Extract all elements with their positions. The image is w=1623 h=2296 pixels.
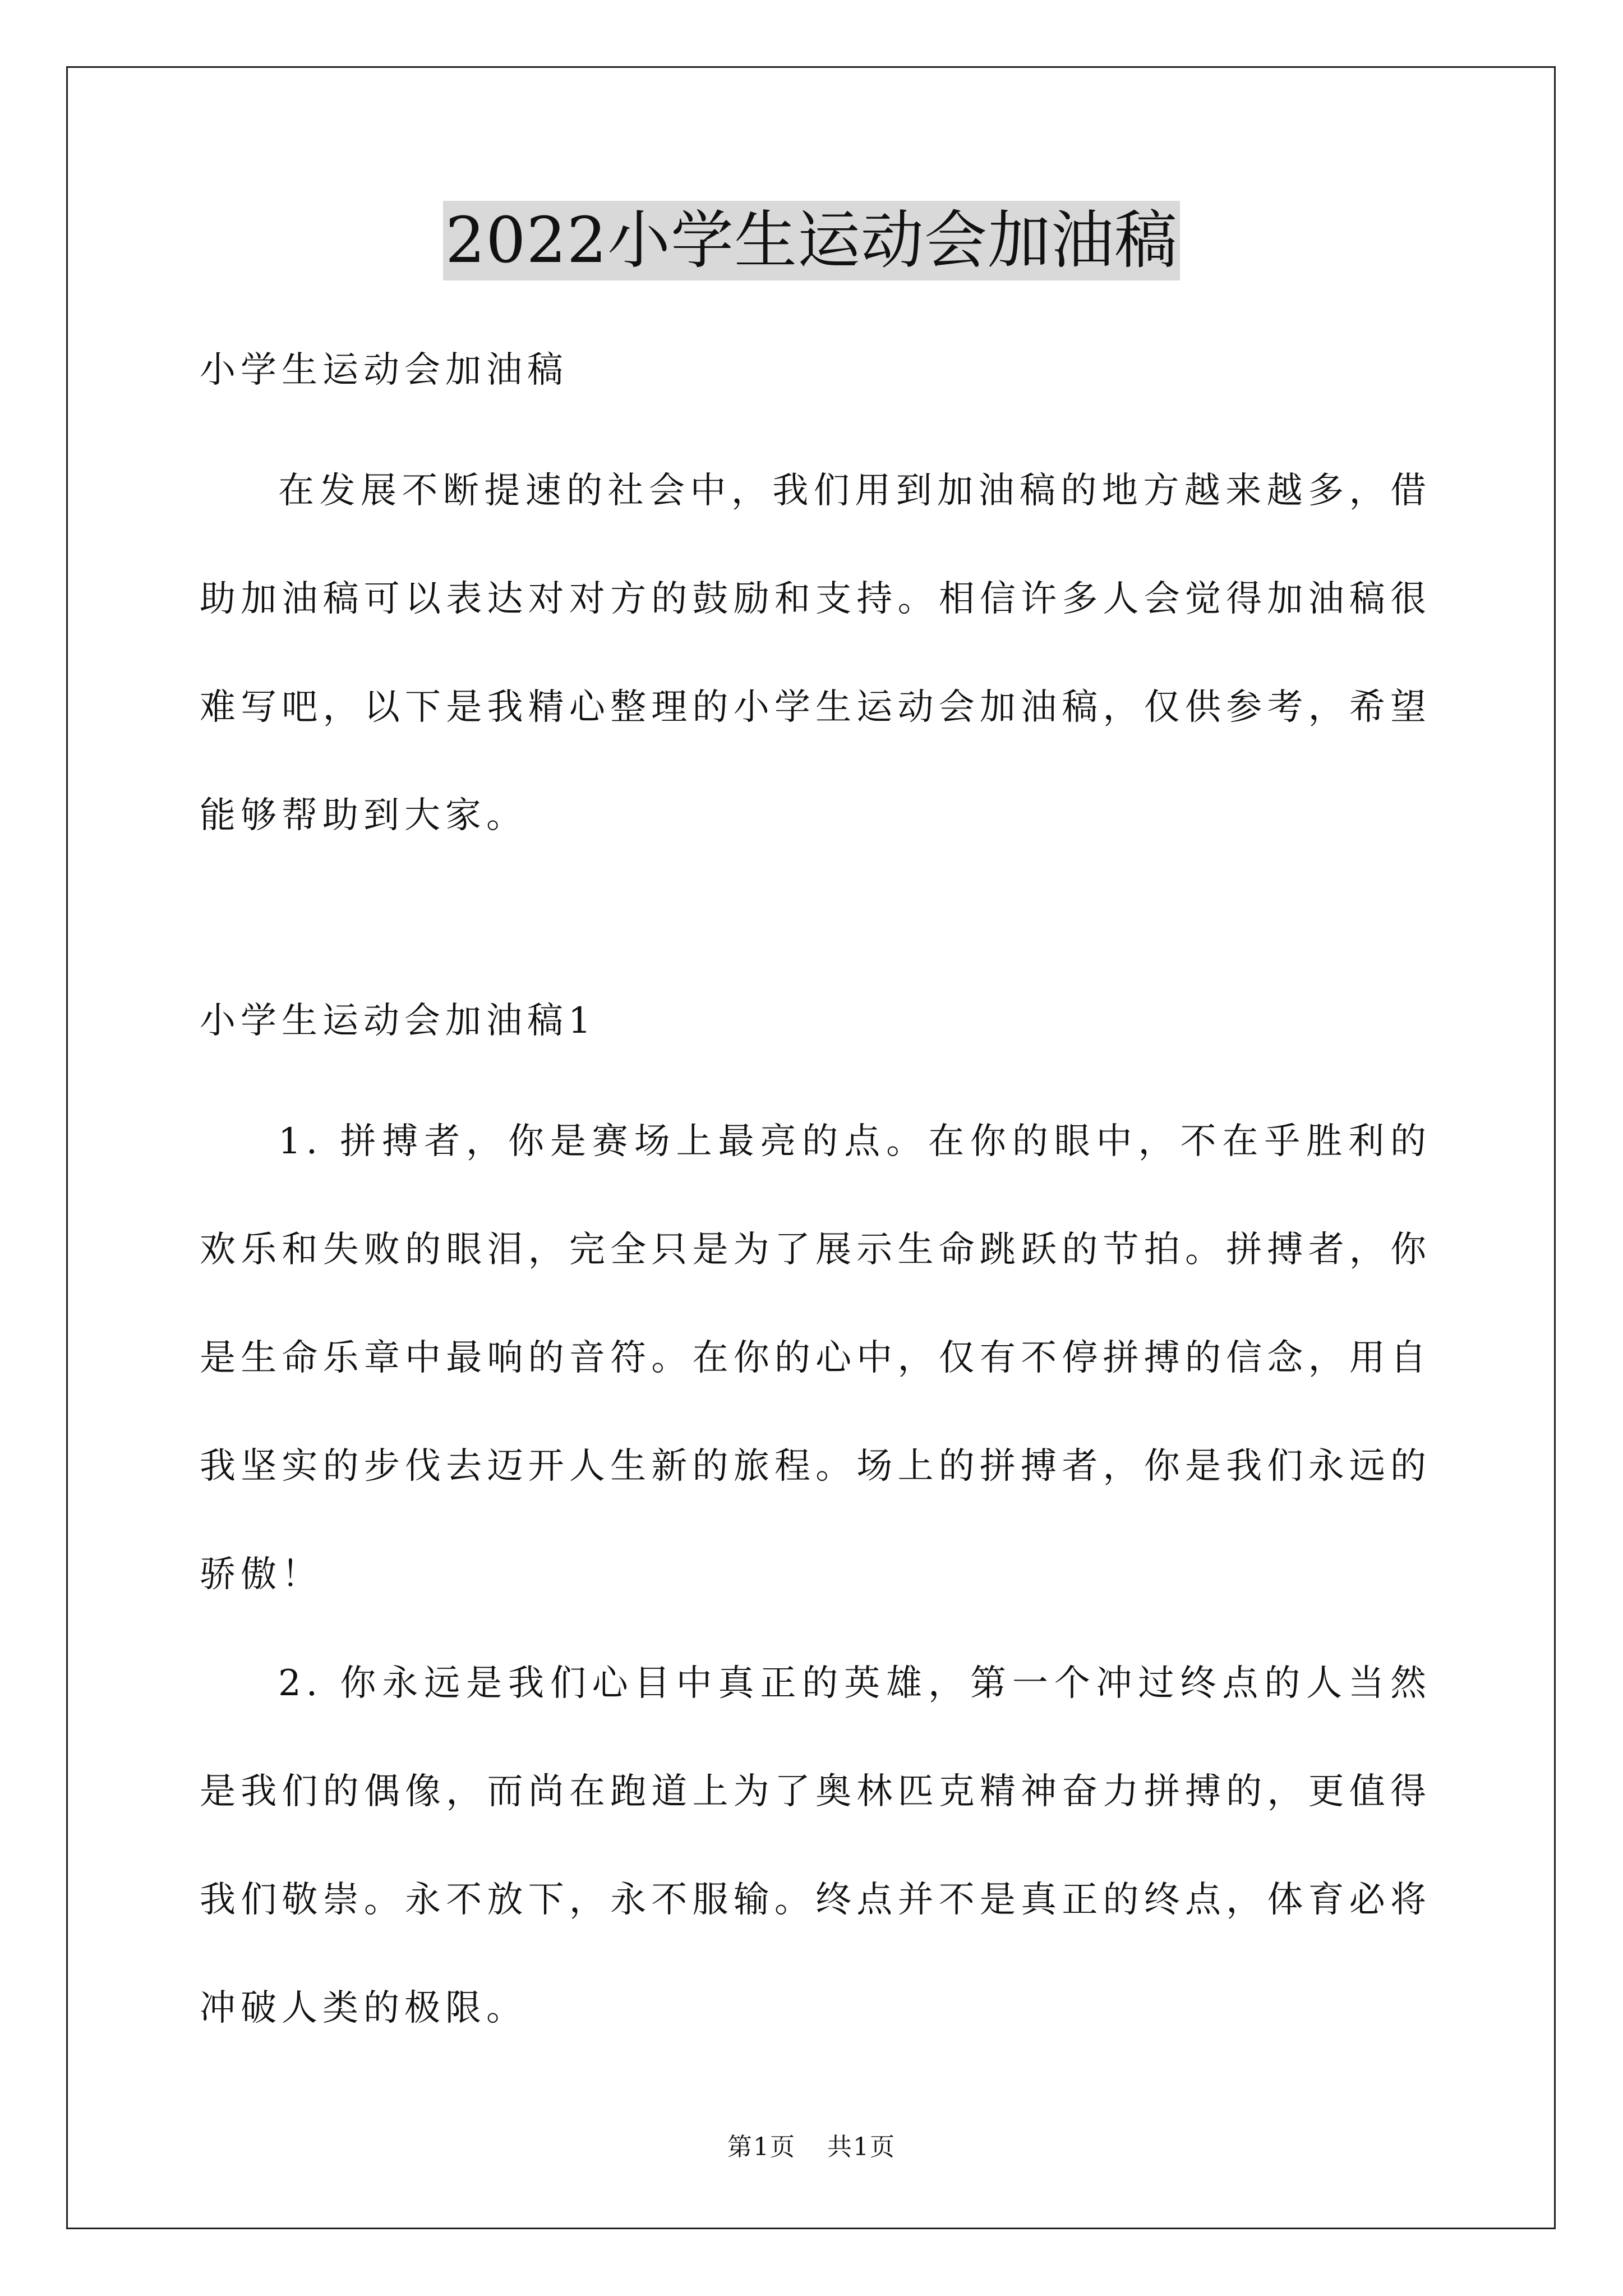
page-footer [0, 2132, 1623, 2163]
section-heading: 小学生运动会加油稿1 [200, 1000, 596, 1042]
document-title: 2022小学生运动会加油稿 [443, 201, 1180, 280]
page-number: 第1页 [727, 2133, 796, 2161]
title-container [0, 201, 1623, 280]
list-item: 2. 你永远是我们心目中真正的英雄，第一个冲过终点的人当然是我们的偶像，而尚在跑道上为了奥林匹克精神奋力拼搏的，更值得我们敬崇。永不放下，永不服输。终点并不是真正的终点，体育必将冲破人类的极限。 [200, 1663, 1431, 2029]
document-subtitle: 小学生运动会加油稿 [200, 349, 568, 391]
list-item: 1. 拼搏者，你是赛场上最亮的点。在你的眼中，不在乎胜利的欢乐和失败的眼泪，完全只是为了展示生命跳跃的节拍。拼搏者，你是生命乐章中最响的音符。在你的心中，仅有不停拼搏的信念，用自我坚实的步伐去迈开人生新的旅程。场上的拼搏者，你是我们永远的骄傲！ [200, 1121, 1431, 1595]
intro-paragraph: 在发展不断提速的社会中，我们用到加油稿的地方越来越多，借助加油稿可以表达对对方的鼓励和支持。相信许多人会觉得加油稿很难写吧，以下是我精心整理的小学生运动会加油稿，仅供参考，希望能够帮助到大家。 [200, 470, 1431, 836]
page-total: 共1页 [827, 2133, 896, 2161]
